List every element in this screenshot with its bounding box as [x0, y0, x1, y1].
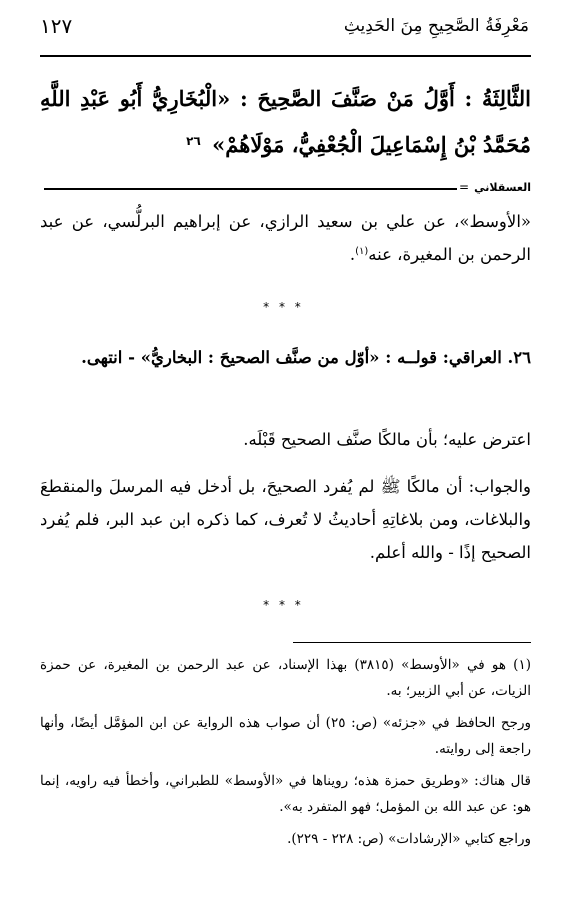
section-separator: * * * [263, 300, 304, 314]
matn-text [40, 76, 531, 168]
footnote-line: ورجح الحافظ في «جزئه» (ص: ٢٥) أن صواب هذه الرواية عن ابن المؤمَّل أيضًا، وأنها راجعة إلى روايته. [40, 715, 531, 757]
commentary-rule [44, 188, 457, 190]
page-header [40, 12, 529, 42]
matn-term: الثَّالِثَةُ [482, 86, 531, 111]
paragraph-text: اعترض عليه؛ بأن مالكًا صنَّف الصحيح قَبْلَه. [243, 430, 531, 449]
running-title: مَعْرِفَةُ الصَّحِيحِ مِنَ الحَدِيثِ [343, 16, 529, 36]
footnote-line: قال هناك: «وطريق حمزة هذه؛ رويناها في «الأوسط» للطبراني، وأخطأ فيه راويه، إنما هو: عن عبد الله بن المؤمل؛ فهو المتفرد به». [40, 773, 531, 815]
commentary-marker: = [458, 180, 469, 194]
footnote-line: (١) هو في «الأوسط» (٣٨١٥) بهذا الإسناد، عن عبد الرحمن بن المغيرة، عن حمزة الزيات، عن أبي الزبير؛ به. [40, 657, 531, 699]
paragraph-objection [40, 423, 531, 456]
matn-note-number: ٢٦ [186, 134, 201, 148]
paragraph-text: «الأوسط»، عن علي بن سعيد الرازي، عن إبراهيم البرلُّسي، عن عبد الرحمن بن المغيرة، عنه [40, 212, 531, 264]
paragraph-text: قولــه : «أوّل من صنَّف الصحيحَ : البخاريُّ» - انتهى. [81, 348, 438, 367]
section-separator: * * * [263, 598, 304, 612]
commentary-label: العسقلاني [470, 181, 531, 194]
footnote-ref: (١) [355, 246, 369, 257]
header-rule [40, 55, 531, 57]
note-number: ٢٦. العراقي: [442, 348, 531, 367]
paragraph-iraqi [40, 340, 531, 376]
footnote-line: وراجع كتابي «الإرشادات» (ص: ٢٢٨ - ٢٢٩). [287, 831, 531, 847]
commentary-divider [44, 180, 531, 198]
footnotes [40, 652, 531, 858]
footnote-rule [293, 642, 531, 643]
paragraph-text: والجواب: أن مالكًا ﷺ لم يُفرد الصحيحَ، بل أدخل فيه المرسلَ والمنقطعَ والبلاغات، ومن بلاغاتِهِ أحاديثُ لا تُعرف، كما ذكره ابن عبد البر، فلم يُفرد الصحيح إذًا - والله أعلم. [40, 477, 531, 562]
paragraph-asqalani: «الأوسط»، عن علي بن سعيد الرازي، عن إبراهيم البرلُّسي، عن عبد الرحمن بن المغيرة، عنه$^{(١)}$. [40, 212, 531, 264]
page-number: ١٢٧ [40, 14, 73, 38]
matn-body: : أَوَّلُ مَنْ صَنَّفَ الصَّحِيحَ : «الْبُخَارِيُّ أَبُو عَبْدِ اللَّهِ مُحَمَّدُ بْنُ إِسْمَاعِيلَ الْجُعْفِيُّ، مَوْلَاهُمْ» [40, 86, 531, 157]
paragraph-answer [40, 470, 531, 569]
